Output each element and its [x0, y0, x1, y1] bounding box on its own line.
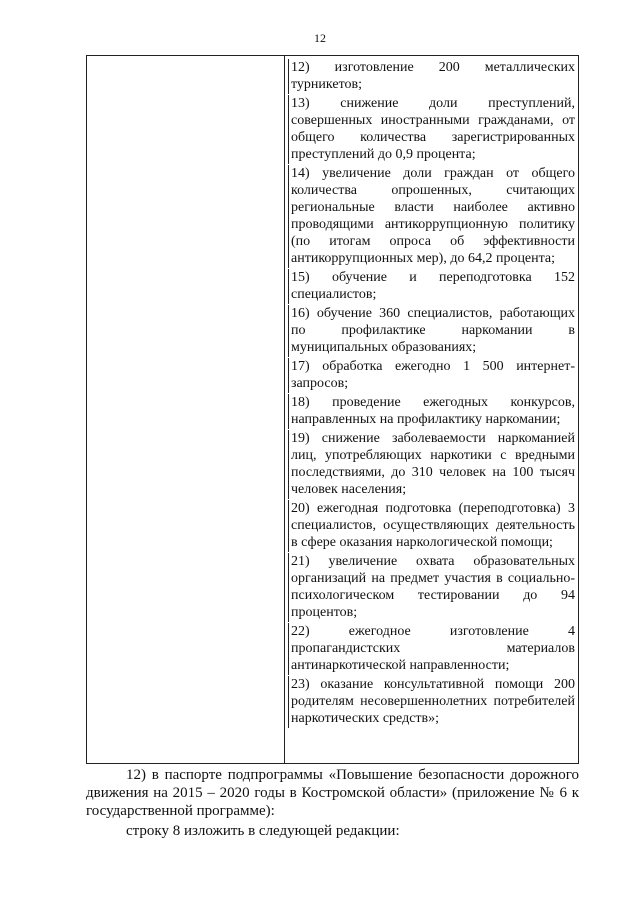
list-item: 12) изготовление 200 металлических турникетов;	[288, 59, 575, 94]
table-left-cell	[87, 56, 285, 763]
list-item: 22) ежегодное изготовление 4 пропагандистских материалов антинаркотической направленности;	[288, 623, 575, 675]
list-item: 17) обработка ежегодно 1 500 интернет-запросов;	[288, 358, 575, 393]
page-number: 12	[314, 31, 326, 45]
list-item: 20) ежегодная подготовка (переподготовка) 3 специалистов, осуществляющих деятельность в сфере оказания наркологической помощи;	[288, 500, 575, 552]
list-item: 13) снижение доли преступлений, совершенных иностранными гражданами, от общего количества зарегистрированных преступлений до 0,9 процента;	[288, 95, 575, 164]
list-item: 16) обучение 360 специалистов, работающих по профилактике наркомании в муниципальных образованиях;	[288, 305, 575, 357]
table-right-cell	[285, 56, 578, 763]
document-table	[86, 55, 579, 764]
body-paragraph: строку 8 изложить в следующей редакции:	[126, 823, 400, 839]
list-item: 18) проведение ежегодных конкурсов, направленных на профилактику наркомании;	[288, 394, 575, 429]
list-item: 15) обучение и переподготовка 152 специалистов;	[288, 269, 575, 304]
list-item: 21) увеличение охвата образовательных организаций на предмет участия в социально-психологическом тестировании до 94 процентов;	[288, 553, 575, 622]
body-paragraph: 12) в паспорте подпрограммы «Повышение безопасности дорожного движения на 2015 – 2020 годы в Костромской области» (приложение № 6 к государственной программе):	[86, 767, 579, 819]
list-item: 14) увеличение доли граждан от общего количества опрошенных, считающих региональные власти наиболее активно проводящими антикоррупционную политику (по итогам опроса об эффективности антикоррупционных мер), до 64,2 процента;	[288, 165, 575, 268]
list-item: 23) оказание консультативной помощи 200 родителям несовершеннолетних потребителей наркотических средств»;	[288, 676, 575, 728]
list-item: 19) снижение заболеваемости наркоманией лиц, употребляющих наркотики с вредными последствиями, до 310 человек на 100 тысяч человек населения;	[288, 430, 575, 499]
